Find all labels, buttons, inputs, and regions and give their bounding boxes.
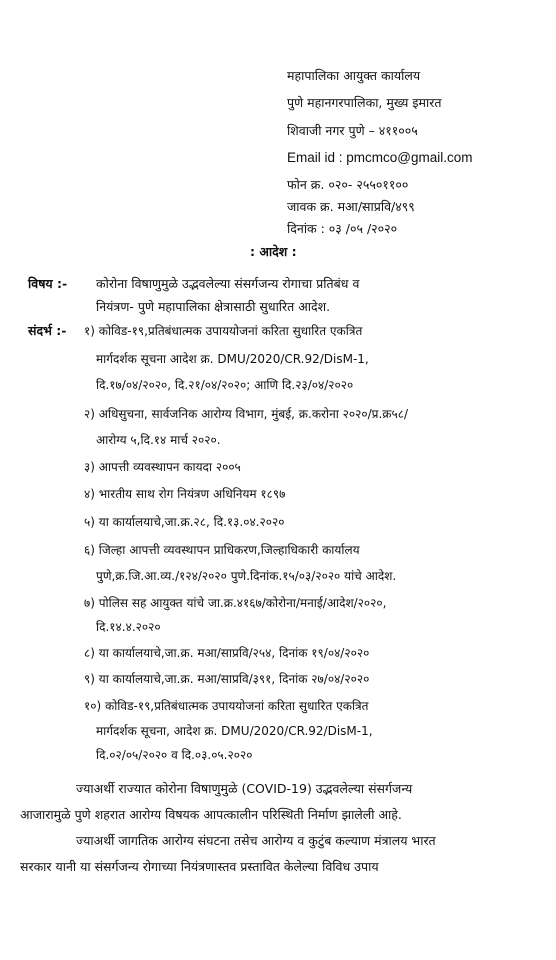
outward-number: जावक क्र. मआ/साप्रवि/४९९	[287, 199, 415, 214]
reference-line: दि.१४.४.२०२०	[96, 620, 161, 634]
subject-label: विषय :-	[28, 276, 68, 291]
reference-line: दि.०२/०५/२०२० व दि.०३.०५.२०२०	[96, 748, 253, 762]
subject-line: नियंत्रण- पुणे महापालिका क्षेत्रासाठी सुधारित आदेश.	[96, 299, 331, 314]
reference-line: ५) या कार्यालयाचे,जा.क्र.२८, दि.१३.०४.२०२०	[84, 515, 285, 529]
email-line: Email id : pmcmco@gmail.com	[287, 150, 473, 165]
reference-line: २) अधिसुचना, सार्वजनिक आरोग्य विभाग, मुंबई, क्र.करोना २०२०/प्र.क्र५८/	[84, 407, 409, 421]
reference-line: ८) या कार्यालयाचे,जा.क्र. मआ/साप्रवि/२५४, दिनांक १९/०४/२०२०	[84, 646, 370, 660]
body-paragraph-line: आजारामुळे पुणे शहरात आरोग्य विषयक आपत्कालीन परिस्थिती निर्माण झालेली आहे.	[20, 807, 402, 822]
office-name: महापालिका आयुक्त कार्यालय	[287, 68, 421, 83]
reference-line: १०) कोविड-१९,प्रतिबंधात्मक उपाययोजनां करिता सुधारित एकत्रित	[84, 699, 369, 713]
reference-line: आरोग्य ५,दि.१४ मार्च २०२०.	[96, 433, 221, 447]
letter-date: दिनांक : ०३ /०५ /२०२०	[287, 221, 398, 236]
body-paragraph-line: ज्याअर्थी जागतिक आरोग्य संघटना तसेच आरोग्य व कुटुंब कल्याण मंत्रालय भारत	[76, 833, 436, 848]
office-address: शिवाजी नगर पुणे – ४११००५	[287, 123, 418, 138]
reference-line: ६) जिल्हा आपत्ती व्यवस्थापन प्राधिकरण,जिल्हाधिकारी कार्यालय	[84, 543, 360, 557]
reference-line: ९) या कार्यालयाचे,जा.क्र. मआ/साप्रवि/३९१, दिनांक २७/०४/२०२०	[84, 672, 370, 686]
reference-line: ३) आपत्ती व्यवस्थापन कायदा २००५	[84, 460, 241, 474]
reference-line: ७) पोलिस सह आयुक्त यांचे जा.क्र.४१६७/कोरोना/मनाई/आदेश/२०२०,	[84, 596, 387, 610]
body-paragraph-line: ज्याअर्थी राज्यात कोरोना विषाणुमुळे (COVID-19) उद्भवलेल्या संसर्गजन्य	[76, 781, 413, 796]
reference-line: ४) भारतीय साथ रोग नियंत्रण अधिनियम १८९७	[84, 487, 286, 501]
reference-line: १) कोविड-१९,प्रतिबंधात्मक उपाययोजनां करिता सुधारित एकत्रित	[84, 324, 363, 338]
reference-line: पुणे,क्र.जि.आ.व्य./१२४/२०२० पुणे.दिनांक.१५/०३/२०२० यांचे आदेश.	[96, 569, 397, 583]
reference-line: मार्गदर्शक सूचना, आदेश क्र. DMU/2020/CR.92/DisM-1,	[96, 724, 373, 738]
order-title: : आदेश :	[250, 244, 297, 259]
phone-line: फोन क्र. ०२०- २५५०११००	[287, 177, 409, 192]
reference-line: दि.१७/०४/२०२०, दि.२१/०४/२०२०; आणि दि.२३/०४/२०२०	[96, 378, 354, 392]
reference-line: मार्गदर्शक सूचना आदेश क्र. DMU/2020/CR.92/DisM-1,	[96, 352, 369, 366]
reference-label: संदर्भ :-	[28, 323, 67, 338]
body-paragraph-line: सरकार यानी या संसर्गजन्य रोगाच्या नियंत्रणास्तव प्रस्तावित केलेल्या विविध उपाय	[20, 859, 379, 874]
subject-line: कोरोना विषाणुमुळे उद्भवलेल्या संसर्गजन्य रोगाचा प्रतिबंध व	[96, 276, 360, 291]
corporation-name: पुणे महानगरपालिका, मुख्य इमारत	[287, 95, 442, 110]
